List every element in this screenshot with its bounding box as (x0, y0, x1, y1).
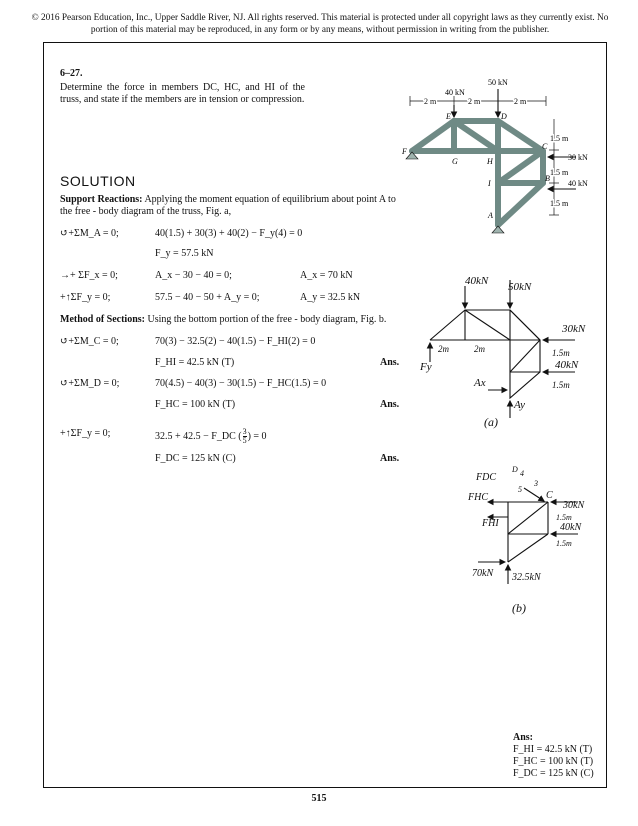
fbd-a-ax: Ax (474, 377, 486, 389)
answer-2: F_HC = 100 kN (T) (513, 756, 594, 767)
support-reactions-paragraph (60, 194, 405, 218)
eq2-label: →+ ΣF_x = 0; (60, 270, 118, 281)
fbd-b-d: D (512, 465, 518, 474)
fig-dim-2m-a: 2 m (424, 97, 437, 106)
eq6-part-b: ) = 0 (247, 430, 267, 442)
svg-text:G: G (452, 157, 458, 166)
svg-text:B: B (545, 174, 550, 183)
solution-heading: SOLUTION (60, 173, 136, 189)
eq1-label: ↺+ΣM_A = 0; (60, 228, 119, 239)
ans-label-2: Ans. (380, 399, 400, 410)
fig-dim-2m-c: 2 m (514, 97, 527, 106)
fbd-a-load-50: 50kN (508, 281, 532, 293)
pin-support-icon (492, 226, 504, 233)
fbd-a-dim-15-a: 1.5m (552, 348, 570, 358)
fig-dim-15-b: 1.5 m (550, 168, 569, 177)
eq2-result: A_x = 70 kN (300, 270, 353, 281)
eq4: 70(3) − 32.5(2) − 40(1.5) − F_HI(2) = 0 (155, 336, 316, 347)
fig-side-30: 30 kN (568, 153, 588, 162)
ans-label-1: Ans. (380, 357, 400, 368)
sections-paragraph (60, 314, 405, 326)
fig-load-40: 40 kN (445, 88, 465, 97)
svg-text:C: C (542, 142, 548, 151)
answer-3: F_DC = 125 kN (C) (513, 768, 594, 779)
fbd-a-side-30: 30kN (562, 323, 586, 335)
fbd-b-bottom-325: 32.5kN (512, 572, 541, 583)
problem-number: 6–27. (60, 68, 83, 79)
sections-text: Using the bottom portion of the free - body diagram, Fig. b. (145, 314, 387, 325)
fig-dim-15-c: 1.5 m (550, 199, 569, 208)
fbd-b-left-70: 70kN (472, 568, 494, 579)
support-text: Applying the moment equation of equilibrium about point A to the free - body diagram of the truss, Fig. a, (60, 194, 396, 217)
problem-statement: Determine the force in members DC, HC, and HI of the truss, and state if the members are in tension or compression. (60, 82, 305, 105)
fbd-b-label: (b) (512, 601, 526, 615)
fbd-b-figure (468, 462, 603, 622)
fbd-a-load-40: 40kN (465, 275, 489, 287)
eq3-result: A_y = 32.5 kN (300, 292, 361, 303)
answer-heading: Ans: (513, 732, 534, 743)
truss-figure (398, 75, 603, 235)
eq4-label: ↺+ΣM_C = 0; (60, 336, 119, 347)
fbd-b-fhi: FHI (482, 518, 499, 529)
answer-1: F_HI = 42.5 kN (T) (513, 744, 593, 755)
fbd-b-side-30: 30kN (563, 500, 585, 511)
fig-load-50: 50 kN (488, 78, 508, 87)
svg-text:F: F (402, 147, 407, 156)
svg-text:I: I (488, 179, 491, 188)
eq4-result: F_HI = 42.5 kN (T) (155, 357, 235, 368)
eq6-result: F_DC = 125 kN (C) (155, 453, 236, 464)
page-number: 515 (311, 793, 327, 804)
fbd-b-c: C (546, 490, 553, 501)
fbd-b-fhc: FHC (468, 492, 488, 503)
svg-text:E: E (446, 112, 451, 121)
svg-text:D: D (501, 112, 507, 121)
fbd-b-truss (508, 502, 548, 562)
fbd-b-dim-15-b: 1.5m (556, 539, 572, 548)
fbd-b-side-40: 40kN (560, 522, 582, 533)
fbd-a-dim-15-b: 1.5m (552, 380, 570, 390)
eq2: A_x − 30 − 40 = 0; (155, 270, 232, 281)
fbd-a-dim-2-b: 2m (474, 344, 485, 354)
fig-side-40: 40 kN (568, 179, 588, 188)
eq6-frac-den: 5 (242, 436, 247, 445)
sections-title: Method of Sections: (60, 314, 145, 325)
fbd-a-figure (410, 270, 605, 430)
support-title: Support Reactions: (60, 194, 143, 205)
fbd-b-4: 4 (520, 469, 524, 478)
eq3-label: +↑ΣF_y = 0; (60, 292, 111, 303)
eq6-part-a: 32.5 + 42.5 − F_DC ( (155, 430, 242, 442)
eq6-label: +↑ΣF_y = 0; (60, 428, 111, 439)
ans-label-3: Ans. (380, 453, 400, 464)
fbd-a-side-40: 40kN (555, 359, 579, 371)
svg-text:H: H (487, 157, 493, 166)
fig-dim-2m-b: 2 m (468, 97, 481, 106)
svg-text:A: A (488, 211, 493, 220)
fbd-b-dim-15-a: 1.5m (556, 513, 572, 522)
eq6-fraction (243, 428, 247, 445)
copyright-notice: © 2016 Pearson Education, Inc., Upper Saddle River, NJ. All rights reserved. This material is protected under all copyright laws as they currently exist. No portion of this material may be reproduced, in any form or by any means, without permission in writing from the publisher. (31, 13, 609, 35)
eq1: 40(1.5) + 30(3) + 40(2) − F_y(4) = 0 (155, 228, 303, 239)
answer-box (513, 732, 594, 780)
fbd-a-ay: Ay (514, 399, 525, 411)
fig-dim-15-a: 1.5 m (550, 134, 569, 143)
eq6 (155, 428, 267, 445)
truss-members (412, 121, 543, 225)
fbd-b-5: 5 (518, 485, 522, 494)
eq1-result: F_y = 57.5 kN (155, 248, 214, 259)
eq5-result: F_HC = 100 kN (T) (155, 399, 236, 410)
node-labels (401, 112, 550, 220)
fbd-b-fdc: FDC (476, 472, 496, 483)
fbd-a-dim-2-a: 2m (438, 344, 449, 354)
eq5-label: ↺+ΣM_D = 0; (60, 378, 120, 389)
eq5: 70(4.5) − 40(3) − 30(1.5) − F_HC(1.5) = 0 (155, 378, 327, 389)
fbd-b-3: 3 (534, 479, 538, 488)
fbd-a-fy: Fy (420, 361, 432, 373)
eq3: 57.5 − 40 − 50 + A_y = 0; (155, 292, 260, 303)
fbd-a-label: (a) (484, 415, 498, 429)
eq6-frac-num: 3 (242, 427, 247, 436)
